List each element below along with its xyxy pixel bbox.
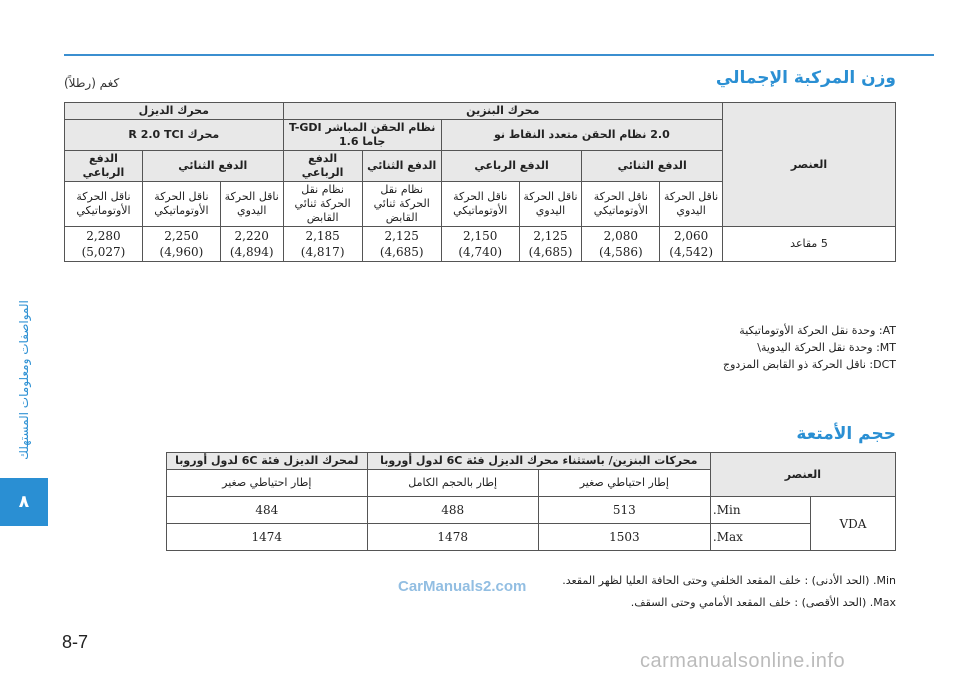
hdr-item-luggage: العنصر: [710, 453, 895, 497]
trans-cell: ناقل الحركة الأوتوماتيكي: [582, 182, 660, 227]
note-line: Max. (الحد الأقصى) : خلف المقعد الأمامي وحتى السقف.: [630, 596, 896, 609]
weight-cell: 2,185 (4,817): [283, 227, 362, 262]
volume-cell: 488: [367, 497, 538, 524]
hdr-petrol-luggage: محركات البنزين/ باستثناء محرك الديزل فئة 6C لدول أوروبا: [367, 453, 710, 470]
footer-watermark: carmanualsonline.info: [640, 650, 846, 672]
trans-cell: ناقل الحركة الأوتوماتيكي: [65, 182, 143, 227]
hdr-tgdi-2wd: الدفع الثنائي: [362, 151, 441, 182]
row-label-min: Min.: [710, 497, 810, 524]
section-title-luggage: حجم الأمتعة: [796, 424, 896, 444]
luggage-table: [166, 452, 896, 551]
hdr-diesel: محرك الديزل: [65, 103, 284, 120]
weight-cell: 2,080 (4,586): [582, 227, 660, 262]
header-rule: [64, 54, 934, 56]
watermark-text: CarManuals2.com: [398, 578, 527, 595]
volume-cell: 484: [167, 497, 368, 524]
sub-full: إطار بالحجم الكامل: [367, 470, 538, 497]
note-line: DCT: ناقل الحركة ذو القابض المزدوج: [723, 358, 896, 371]
volume-cell: 1503: [538, 524, 710, 551]
volume-cell: 1474: [167, 524, 368, 551]
weight-cell: 2,150 (4,740): [441, 227, 519, 262]
hdr-diesel-tci: محرك R 2.0 TCI: [65, 120, 284, 151]
sub-spare-left: إطار احتياطي صغير: [167, 470, 368, 497]
trans-cell: نظام نقل الحركة ثنائي القابض: [362, 182, 441, 227]
hdr-item: العنصر: [723, 103, 896, 227]
hdr-diesel-2wd: الدفع الثنائي: [142, 151, 283, 182]
sub-spare-right: إطار احتياطي صغير: [538, 470, 710, 497]
weight-cell: 2,250 (4,960): [142, 227, 220, 262]
table-row: [167, 497, 896, 524]
sidebar: [0, 0, 48, 677]
unit-label: كغم (رطلاً): [64, 76, 120, 90]
row-label-max: Max.: [710, 524, 810, 551]
trans-cell: نظام نقل الحركة ثنائي القابض: [283, 182, 362, 227]
weight-cell: 2,220 (4,894): [220, 227, 283, 262]
note-line: AT: وحدة نقل الحركة الأوتوماتيكية: [739, 324, 896, 337]
page-number: 8-7: [62, 632, 89, 652]
volume-cell: 513: [538, 497, 710, 524]
trans-cell: ناقل الحركة اليدوي: [220, 182, 283, 227]
hdr-tgdi-4wd: الدفع الرباعي: [283, 151, 362, 182]
trans-cell: ناقل الحركة اليدوي: [519, 182, 582, 227]
trans-cell: ناقل الحركة اليدوي: [660, 182, 723, 227]
weight-cell: 2,125 (4,685): [362, 227, 441, 262]
table-row: [65, 227, 896, 262]
trans-cell: ناقل الحركة الأوتوماتيكي: [142, 182, 220, 227]
row-label-seats: 5 مقاعد: [723, 227, 896, 262]
note-line: MT: وحدة نقل الحركة اليدوية\: [757, 341, 896, 354]
volume-cell: 1478: [367, 524, 538, 551]
chapter-tab[interactable]: ٨: [0, 478, 48, 526]
note-line: Min. (الحد الأدنى) : خلف المقعد الخلفي وحتى الحافة العليا لظهر المقعد.: [562, 574, 896, 587]
vda-label: VDA: [811, 497, 896, 551]
weight-cell: 2,060 (4,542): [660, 227, 723, 262]
side-chapter-label: المواصفات ومعلومات المستهلك: [17, 300, 31, 460]
table-row: [167, 524, 896, 551]
hdr-petrol-tgdi: نظام الحقن المباشر T-GDI جاما 1.6: [283, 120, 441, 151]
weight-cell: 2,125 (4,685): [519, 227, 582, 262]
weight-cell: 2,280 (5,027): [65, 227, 143, 262]
hdr-petrol: محرك البنزين: [283, 103, 722, 120]
hdr-mpi-4wd: الدفع الرباعي: [441, 151, 582, 182]
hdr-diesel-4wd: الدفع الرباعي: [65, 151, 143, 182]
hdr-diesel-luggage: لمحرك الديزل فئة 6C لدول أوروبا: [167, 453, 368, 470]
weight-notes: [723, 322, 896, 373]
hdr-petrol-mpi: 2.0 نظام الحقن متعدد النقاط نو: [441, 120, 722, 151]
luggage-notes: [562, 570, 896, 614]
section-title-weight: وزن المركبة الإجمالي: [715, 68, 896, 88]
hdr-mpi-2wd: الدفع الثنائي: [582, 151, 723, 182]
trans-cell: ناقل الحركة الأوتوماتيكي: [441, 182, 519, 227]
weight-table: [64, 102, 896, 262]
